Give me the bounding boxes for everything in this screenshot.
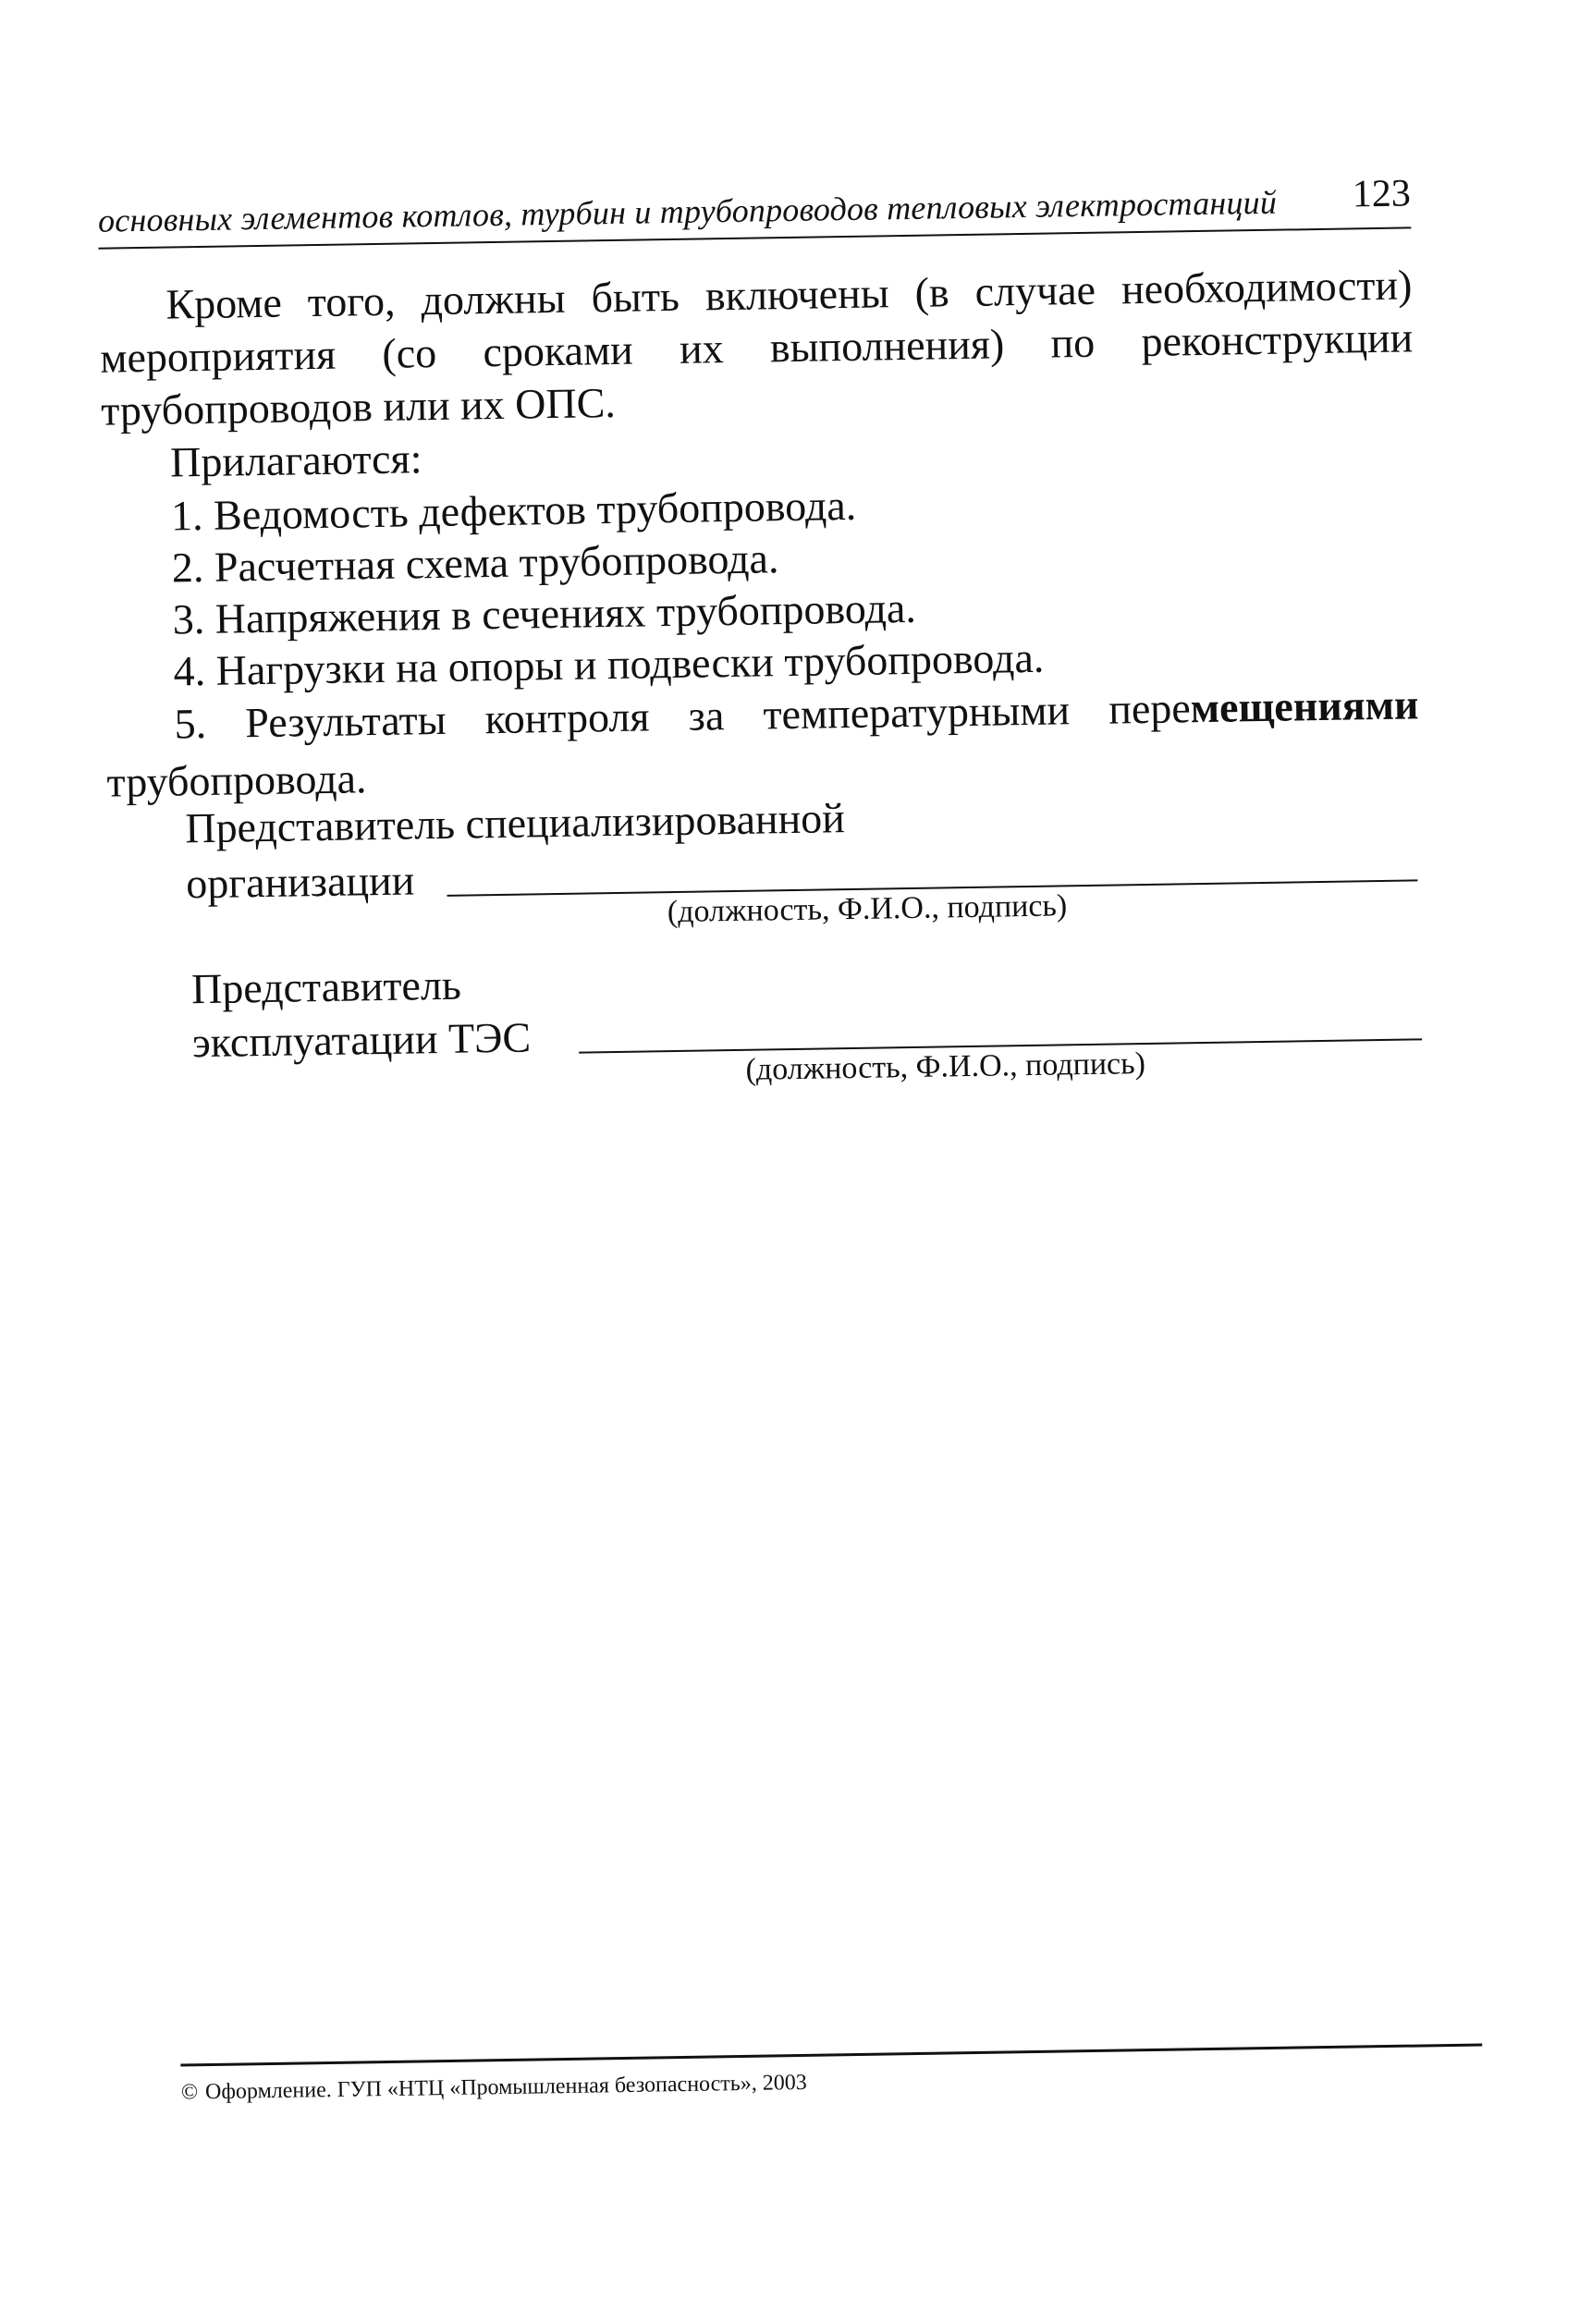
list-item: 4. Нагрузки на опоры и подвески трубопровода. (173, 633, 1045, 695)
signature-caption-tes: (должность, Ф.И.О., подпись) (745, 1046, 1146, 1087)
list-item: 2. Расчетная схема трубопровода. (171, 534, 779, 592)
list-item-5-tail: трубопровода. (106, 754, 367, 806)
signature-tes-label: Представитель (190, 960, 462, 1013)
signature-tes-label-2: эксплуатации ТЭС (191, 1013, 532, 1067)
body-paragraph: Кроме того, должны быть включены (в случае необходимости) мероприятия (со сроками их выполнения) по реконструкции трубопроводов или их ОПС. (99, 261, 1414, 434)
signature-org-label-2: организации (185, 856, 415, 908)
list-item: 3. Напряжения в сечениях трубопровода. (172, 583, 917, 643)
list-item-5-bold: мещениями (1190, 680, 1419, 732)
list-item-5-text: 5. Результаты контроля за температурными пере (174, 684, 1192, 748)
signature-org-label: Представитель специализированной (184, 794, 846, 852)
list-item-5 (105, 676, 1420, 811)
footer-rule (180, 2043, 1482, 2066)
attachments-label: Прилагаются: (169, 434, 422, 486)
page-number: 123 (1352, 172, 1412, 216)
signature-caption-org: (должность, Ф.И.О., подпись) (667, 888, 1068, 930)
footer-copyright (181, 2071, 807, 2106)
copyright-icon: © (180, 2080, 199, 2105)
running-title: основных элементов котлов, турбин и трубопроводов тепловых электростанций (97, 183, 1278, 239)
footer-copyright-text: Оформление. ГУП «НТЦ «Промышленная безопасность», 2003 (204, 2070, 807, 2105)
list-item: 1. Ведомость дефектов трубопровода. (170, 481, 857, 540)
running-header (98, 171, 1412, 247)
